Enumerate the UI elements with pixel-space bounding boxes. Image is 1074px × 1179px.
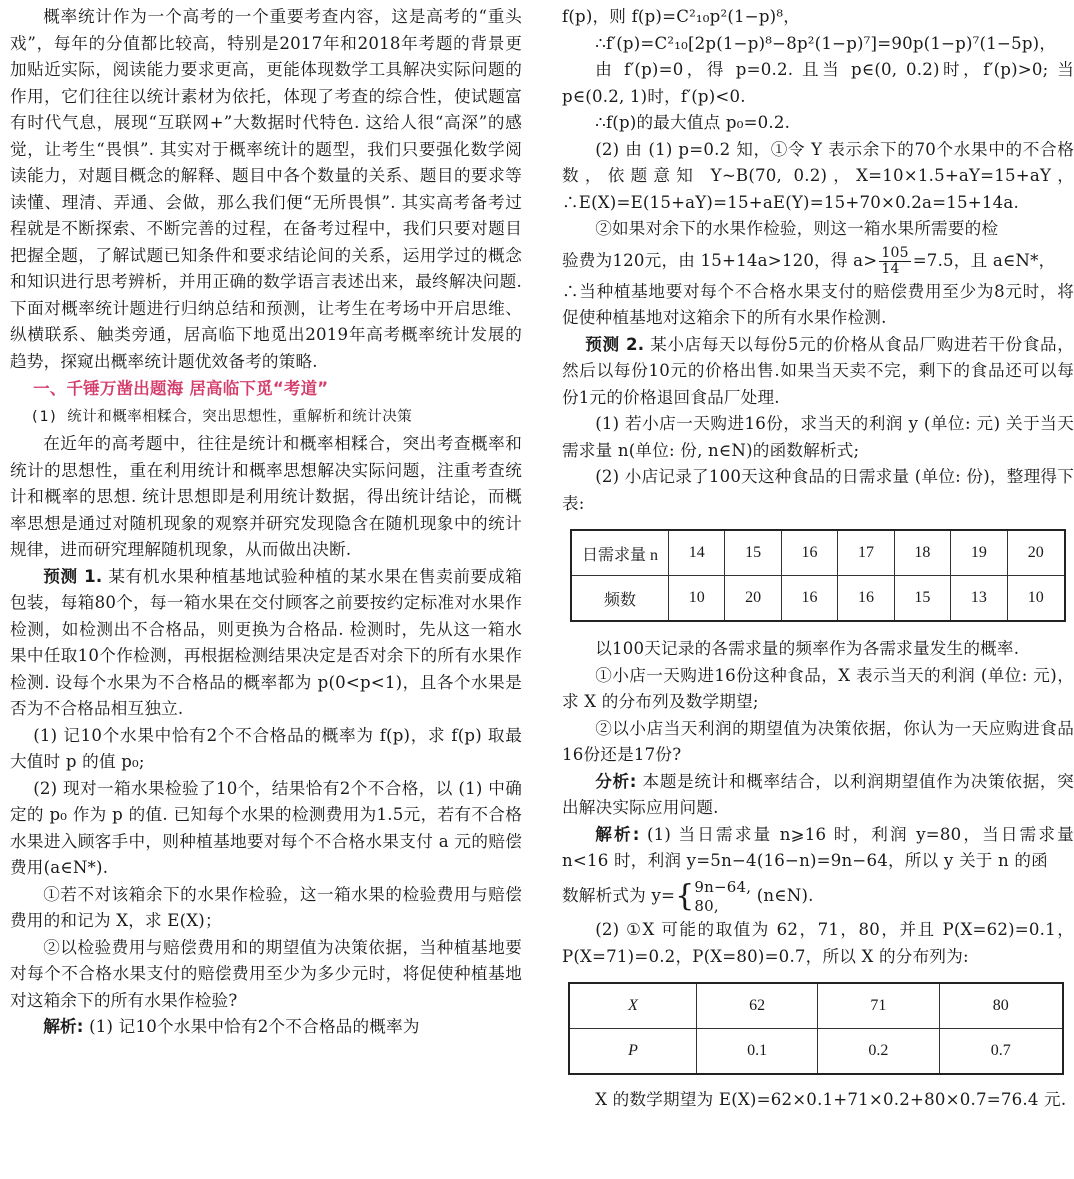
prediction-1-label: 预测 1. <box>43 566 103 586</box>
piecewise-suffix: (n∈N). <box>751 885 814 905</box>
table-header-cell: 日需求量 n <box>571 530 669 576</box>
fraction-numerator: 105 <box>881 244 909 261</box>
table-cell: 20 <box>1007 530 1065 576</box>
question-2: (2) 现对一箱水果检验了10个，结果恰有2个不合格，以 (1) 中确定的 p₀ 作为 p 的值. 已知每个水果的检测费用为1.5元，若有不合格水果进入顾客手中，则种植基地要对每个不合格水果支付 a 元的赔偿费用(a∈N*). <box>10 778 522 877</box>
table-cell: 16 <box>781 530 837 576</box>
table-cell: 16 <box>781 576 837 622</box>
table-cell: 71 <box>818 983 939 1029</box>
table-cell: 0.1 <box>697 1029 818 1075</box>
table-cell: 19 <box>951 530 1007 576</box>
demand-frequency-table <box>570 529 1066 622</box>
table-cell: 14 <box>669 530 725 576</box>
piecewise-bottom: 80, <box>694 896 719 915</box>
p2-question-2b: ②以小店当天利润的期望值为决策依据，你认为一天应购进食品16份还是17份? <box>562 718 1074 764</box>
analysis <box>562 769 1074 822</box>
table-header-cell: P <box>569 1029 697 1075</box>
piecewise-function <box>675 875 751 917</box>
table-cell: 16 <box>838 576 894 622</box>
analysis-label: 分析: <box>595 771 637 791</box>
table-row <box>569 1029 1063 1075</box>
brace-icon: { <box>675 878 695 914</box>
table-header-cell: 频数 <box>571 576 669 622</box>
table-row <box>569 983 1063 1029</box>
table-row <box>571 576 1065 622</box>
solution-text: (1) 记10个水果中恰有2个不合格品的概率为 <box>83 1017 420 1036</box>
analysis-text: 本题是统计和概率结合，以利润期望值作为决策依据，突出解决实际应用问题. <box>562 771 1074 817</box>
distribution-text: (2) ①X 可能的取值为 62，71，80，并且 P(X=62)=0.1，P(X=71)=0.2，P(X=80)=0.7，所以 X 的分布列为: <box>562 920 1074 966</box>
distribution-table <box>568 982 1064 1075</box>
question-1: (1) 记10个水果中恰有2个不合格品的概率为 f(p)，求 f(p) 取最大值时 p 的值 p₀; <box>10 725 522 771</box>
table-cell: 15 <box>725 530 781 576</box>
question-2b: ②以检验费用与赔偿费用和的期望值为决策依据，当种植基地要对每个不合格水果支付的赔偿费用至少为多少元时，将促使种植基地对这箱余下的所有水果作检验? <box>10 937 522 1010</box>
prediction-2-text: 某小店每天以每份5元的价格从食品厂购进若干份食品，然后以每份10元的价格出售.如果当天卖不完，剩下的食品还可以每份1元的价格退回食品厂处理. <box>562 334 1074 407</box>
prediction-1-text: 某有机水果种植基地试验种植的某水果在售卖前要成箱包装，每箱80个，每一箱水果在交付顾客之前要按约定标准对水果作检测，如检测出不合格品，则更换为合格品. 检测时，先从这一箱水果中任取10个作检测，再根据检测结果决定是否对余下的所有水果作检测. 设每个水果为不合格品的概率都为 p(0<p<1)，且各个水果是否为不合格品相互独立. <box>10 566 522 718</box>
table-cell: 20 <box>725 576 781 622</box>
solution-line-4: ∴f(p)的最大值点 p₀=0.2. <box>595 113 791 132</box>
solution-line-2: ∴f′(p)=C²₁₀[2p(1−p)⁸−8p²(1−p)⁷]=90p(1−p)⁷(1−5p)， <box>595 33 1057 53</box>
table-cell: 62 <box>697 983 818 1029</box>
solution-line-5: (2) 由 (1) p=0.2 知，①令 Y 表示余下的70个水果中的不合格数，依题意知 Y~B(70, 0.2)，X=10×1.5+aY=15+aY，∴E(X)=E(15+aY)=15+aE(Y)=15+70×0.2a=15+14a. <box>562 139 1074 212</box>
solution-2 <box>562 822 1074 875</box>
table-cell: 10 <box>1007 576 1065 622</box>
after-table-text: 以100天记录的各需求量的频率作为各需求量发生的概率. <box>595 639 1020 658</box>
prediction-1 <box>10 564 522 723</box>
p2-question-2: (2) 小店记录了100天这种食品的日需求量 (单位: 份)，整理得下表: <box>562 467 1074 513</box>
fraction-suffix: =7.5，且 a∈N*， <box>912 250 1056 270</box>
solution-line-1: f(p)，则 f(p)=C²₁₀p²(1−p)⁸， <box>562 7 800 26</box>
table-cell: 17 <box>838 530 894 576</box>
table-cell: 13 <box>951 576 1007 622</box>
section-heading: 一、千锤万凿出题海 居高临下觅“考道” <box>33 379 329 398</box>
prediction-2 <box>562 332 1074 412</box>
prediction-2-label: 预测 2. <box>585 334 645 354</box>
solution-2-text: (1) 当日需求量 n⩾16 时，利润 y=80，当日需求量 n<16 时，利润 y=5n−4(16−n)=9n−64，所以 y 关于 n 的函 <box>562 824 1074 870</box>
table-cell: 0.2 <box>818 1029 939 1075</box>
fraction-denominator: 14 <box>881 260 900 277</box>
piecewise-top: 9n−64, <box>694 877 752 896</box>
p2-question-2a: ①小店一天购进16份这种食品，X 表示当天的利润 (单位: 元)，求 X 的分布列及数学期望; <box>562 665 1074 711</box>
intro-paragraph: 概率统计作为一个高考的一个重要考查内容，这是高考的“重头戏”，每年的分值都比较高，特别是2017年和2018年考题的背景更加贴近实际，阅读能力要求更高，更能体现数学工具解决实际问题的作用，它们往往以统计素材为依托，体现了考查的综合性，使试题富有时代气息，展现“互联网+”大数据时代特色. 这给人很“高深”的感觉，让考生“畏惧”. 其实对于概率统计的题型，我们只要强化数学阅读能力，对题目概念的解释、题目中各个数量的关系、题目的要求等读懂、理清、弄通、会做，那么我们便“无所畏惧”. 其实高考备考过程就是不断探索、不断完善的过程，在备考过程中，我们只要对题目把握全题，了解试题已知条件和要求结论间的关系，运用学过的概念和知识进行思考辨析，并用正确的数学语言表述出来，最终解决问题. 下面对概率统计题进行归纳总结和预测，让考生在考场中开启思维、纵横联系、触类旁通，居高临下地觅出2019年高考概率统计发展的趋势，探窥出概率统计题优效备考的策略. <box>10 7 522 371</box>
piecewise-prefix: 数解析式为 y= <box>562 885 676 905</box>
table-cell: 10 <box>669 576 725 622</box>
solution-label: 解析: <box>43 1017 84 1036</box>
piecewise-line <box>562 875 1074 918</box>
solution-line-7 <box>562 243 1074 279</box>
left-column <box>10 0 522 1041</box>
fraction <box>879 246 910 277</box>
fraction-prefix: 验费为120元，由 15+14a>120，得 a> <box>562 250 878 270</box>
solution-line-3: 由 f′(p)=0，得 p=0.2. 且当 p∈(0, 0.2)时，f′(p)>0; 当 p∈(0.2, 1)时，f′(p)<0. <box>562 60 1074 106</box>
solution-1-start <box>10 1014 522 1041</box>
table-cell: 18 <box>894 530 950 576</box>
solution-2-label: 解析: <box>595 824 640 844</box>
section-paragraph: 在近年的高考题中，往往是统计和概率相糅合，突出考查概率和统计的思想性，重在利用统计和概率思想解决实际问题，注重考查统计和概率的思想. 统计思想即是利用统计数据，得出统计结论，而概率思想是通过对随机现象的观察并研究发现隐含在随机现象中的统计规律，进而研究理解随机现象，从而做出决断. <box>10 434 522 559</box>
table-cell: 0.7 <box>939 1029 1063 1075</box>
expectation-result: X 的数学期望为 E(X)=62×0.1+71×0.2+80×0.7=76.4 元. <box>595 1090 1067 1109</box>
table-cell: 80 <box>939 983 1063 1029</box>
section-subheading: (1) 统计和概率相糅合，突出思想性，重解析和统计决策 <box>30 409 413 425</box>
solution-line-8: ∴当种植基地要对每个不合格水果支付的赔偿费用至少为8元时，将促使种植基地对这箱余下的所有水果作检测. <box>562 281 1074 327</box>
table-header-cell: X <box>569 983 697 1029</box>
right-column <box>562 0 1074 1114</box>
solution-line-6: ②如果对余下的水果作检验，则这一箱水果所需要的检 <box>595 219 999 238</box>
p2-question-1: (1) 若小店一天购进16份，求当天的利润 y (单位: 元) 关于当天需求量 n(单位: 份, n∈N)的函数解析式; <box>562 414 1074 460</box>
table-cell: 15 <box>894 576 950 622</box>
table-row <box>571 530 1065 576</box>
question-2a: ①若不对该箱余下的水果作检验，这一箱水果的检验费用与赔偿费用的和记为 X，求 E(X)； <box>10 884 522 930</box>
